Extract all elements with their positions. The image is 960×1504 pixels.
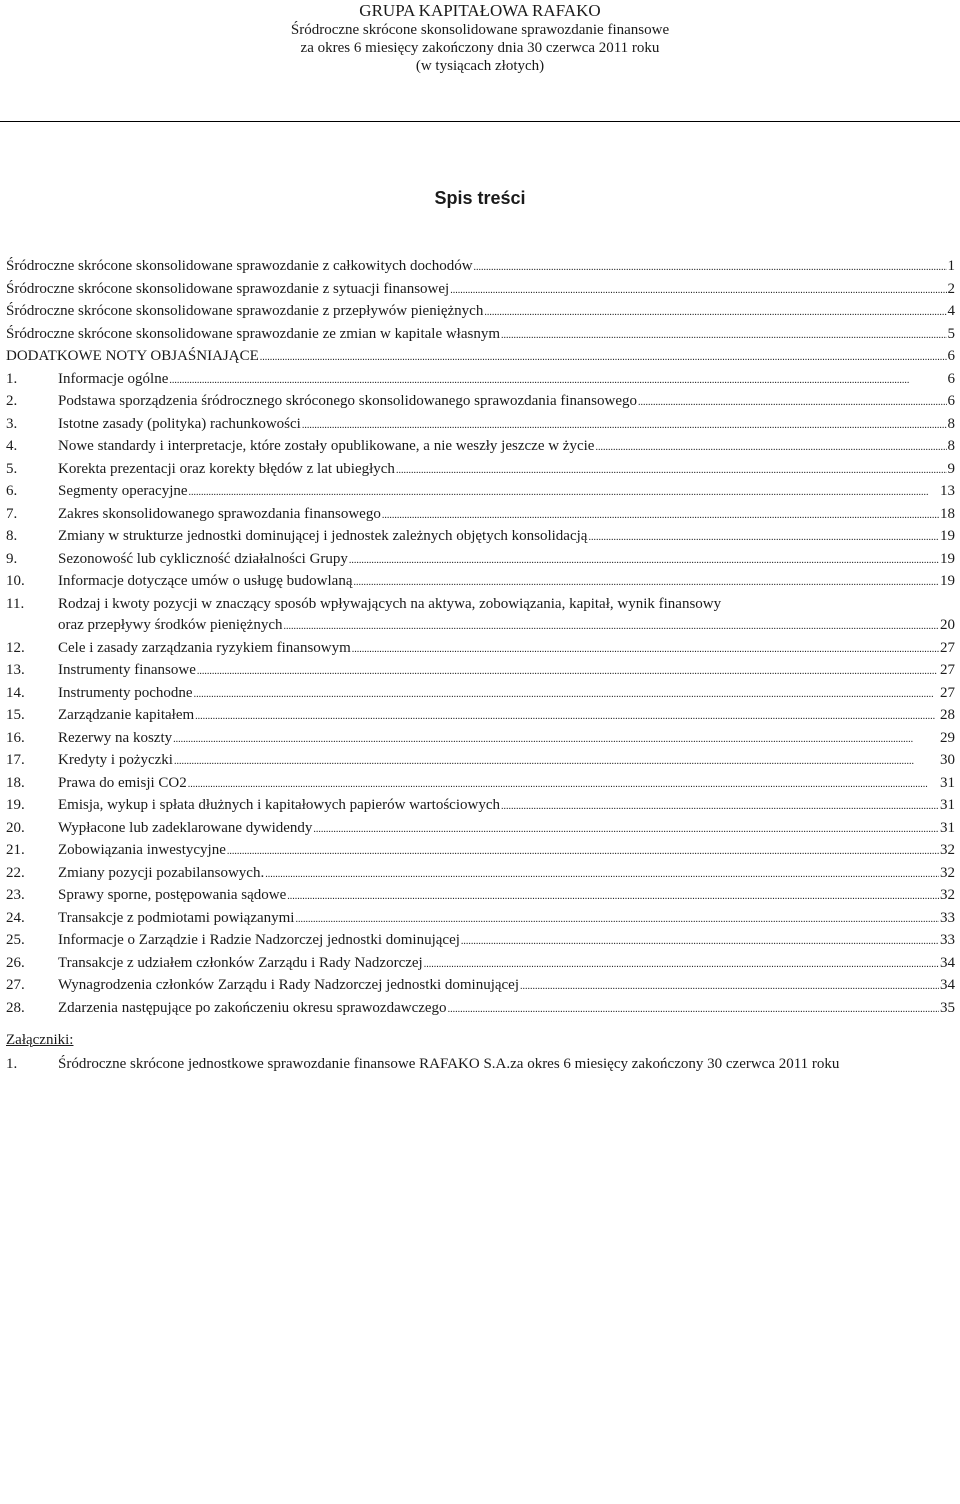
dot-leader <box>352 638 939 661</box>
toc-entry-title: Informacje o Zarządzie i Radzie Nadzorczej jednostki dominującej <box>58 932 460 948</box>
toc-entry-page: 31 <box>940 819 955 836</box>
toc-entry-page: 5 <box>947 325 955 342</box>
toc-entry[interactable] <box>6 683 955 706</box>
toc-entry-body <box>58 750 955 773</box>
toc-entry-title: Instrumenty pochodne <box>58 684 193 701</box>
toc-entry-page: 32 <box>940 842 955 858</box>
toc-entry-page: 19 <box>940 528 955 544</box>
toc-entry[interactable] <box>6 369 955 392</box>
toc-entry-title: Zdarzenia następujące po zakończeniu okresu sprawozdawczego <box>58 999 447 1016</box>
toc-entry-number: 14. <box>6 684 25 701</box>
toc-entry[interactable] <box>6 728 955 751</box>
toc-entry-page: 19 <box>940 573 955 589</box>
toc-entry-body <box>58 728 955 751</box>
toc-entry[interactable] <box>6 391 955 414</box>
toc-entry-page: 34 <box>940 954 955 971</box>
toc-entry-number: 3. <box>6 415 18 432</box>
toc-entry-body <box>58 571 955 594</box>
toc-entry-title: Transakcje z podmiotami powiązanymi <box>58 909 295 926</box>
toc-entry-body <box>58 953 955 976</box>
toc-entry-number: 20. <box>6 819 25 836</box>
toc-entry-title: Wypłacone lub zadeklarowane dywidendy <box>58 819 313 836</box>
report-period: za okres 6 miesięcy zakończony dnia 30 czerwca 2011 roku <box>300 40 660 56</box>
toc-entry-page: 6 <box>947 348 955 364</box>
toc-entry-number: 18. <box>6 774 25 791</box>
dot-leader <box>382 504 939 527</box>
dot-leader <box>349 549 939 572</box>
toc-entry-number: 28. <box>6 999 25 1016</box>
dot-leader <box>188 773 939 796</box>
toc-entry-page: 29 <box>940 729 955 746</box>
toc-entry-body <box>58 414 955 437</box>
toc-entry-number: 2. <box>6 393 18 409</box>
dot-leader <box>501 795 939 818</box>
toc-entry-number: 24. <box>6 909 25 926</box>
toc-entry-title: Zarządzanie kapitałem <box>58 707 195 723</box>
toc-entry-title: Prawa do emisji CO2 <box>58 774 187 791</box>
table-of-contents <box>6 256 955 1020</box>
toc-entry-title: Kredyty i pożyczki <box>58 752 173 768</box>
toc-entry-page: 13 <box>940 483 955 499</box>
toc-entry-number: 9. <box>6 550 18 567</box>
dot-leader <box>520 975 939 998</box>
dot-leader <box>450 279 946 302</box>
toc-entry-page: 30 <box>940 752 955 768</box>
toc-entry[interactable] <box>6 953 955 976</box>
toc-entry-page: 27 <box>940 662 955 678</box>
toc-entry-title: Zakres skonsolidowanego sprawozdania finansowego <box>58 505 381 522</box>
toc-entry[interactable] <box>6 795 955 818</box>
toc-entry-body <box>6 301 955 324</box>
toc-entry-body <box>58 436 955 459</box>
toc-entry-body <box>6 279 955 302</box>
dot-leader <box>174 750 939 773</box>
toc-entry-page: 19 <box>940 550 955 567</box>
toc-entry-number: 26. <box>6 954 25 971</box>
toc-entry[interactable] <box>6 414 955 437</box>
toc-entry-title: Rezerwy na koszty <box>58 729 173 746</box>
toc-entry-body <box>58 930 955 953</box>
dot-leader <box>474 256 947 279</box>
dot-leader <box>169 369 946 392</box>
toc-entry[interactable] <box>6 279 955 302</box>
toc-entry[interactable] <box>6 549 955 572</box>
dot-leader <box>287 885 939 908</box>
toc-entry-page: 32 <box>940 864 955 881</box>
toc-entry-page: 33 <box>940 909 955 926</box>
toc-entry-title: Śródroczne skrócone skonsolidowane sprawozdanie z sytuacji finansowej <box>6 280 450 297</box>
toc-entry-page: 27 <box>940 684 955 701</box>
toc-entry-number: 23. <box>6 887 25 903</box>
toc-entry-title: Korekta prezentacji oraz korekty błędów z lat ubiegłych <box>58 460 395 477</box>
toc-entry-page: 27 <box>940 639 955 656</box>
toc-entry-title: Transakcje z udziałem członków Zarządu i Rady Nadzorczej <box>58 954 423 971</box>
dot-leader <box>295 908 939 931</box>
toc-entry-body <box>58 504 955 527</box>
toc-entry[interactable] <box>6 773 955 796</box>
dot-leader <box>396 459 947 482</box>
report-title: Śródroczne skrócone skonsolidowane sprawozdanie finansowe <box>290 22 670 38</box>
toc-entry[interactable] <box>6 459 955 482</box>
toc-entry-number: 4. <box>6 438 18 454</box>
company-name: GRUPA KAPITAŁOWA RAFAKO <box>359 1 601 20</box>
toc-entry[interactable] <box>6 998 955 1021</box>
toc-entry-title: Informacje dotyczące umów o usługę budowlaną <box>58 573 353 589</box>
toc-entry-page: 6 <box>947 370 955 387</box>
dot-leader <box>189 481 939 504</box>
attachment-number: 1. <box>6 1055 18 1072</box>
toc-entry-number: 17. <box>6 752 25 768</box>
toc-entry[interactable] <box>6 324 955 347</box>
toc-entry-page: 8 <box>947 415 955 432</box>
toc-entry-body <box>58 818 955 841</box>
toc-entry-title: Segmenty operacyjne <box>58 483 188 499</box>
attachments-section <box>6 1030 955 1075</box>
toc-entry-page: 31 <box>940 774 955 791</box>
toc-entry-title: Nowe standardy i interpretacje, które zostały opublikowane, a nie weszły jeszcze w życie <box>58 438 595 454</box>
toc-entry[interactable] <box>6 526 955 549</box>
toc-entry-body <box>58 975 955 998</box>
toc-entry-page: 18 <box>940 505 955 522</box>
toc-entry-title: Instrumenty finansowe <box>58 662 196 678</box>
toc-entry[interactable] <box>6 571 955 594</box>
toc-entry-title: Śródroczne skrócone skonsolidowane sprawozdanie z całkowitych dochodów <box>6 258 473 274</box>
toc-entry[interactable] <box>6 436 955 459</box>
toc-entry-body <box>58 526 955 549</box>
toc-entry-title: Zmiany w strukturze jednostki dominującej i jednostek zależnych objętych konsolidacją <box>58 528 588 544</box>
dot-leader <box>173 728 939 751</box>
toc-entry-number: 19. <box>6 797 25 813</box>
toc-entry-page: 1 <box>947 258 955 274</box>
toc-entry-body <box>58 705 955 728</box>
toc-entry-number: 12. <box>6 639 25 656</box>
toc-entry-number: 7. <box>6 505 18 522</box>
toc-entry[interactable] <box>6 638 955 661</box>
dot-leader <box>194 683 939 706</box>
toc-entry-page: 2 <box>947 280 955 297</box>
dot-leader <box>424 953 939 976</box>
toc-entry-body <box>6 256 955 279</box>
toc-entry-title: Zmiany pozycji pozabilansowych. <box>58 864 265 881</box>
toc-entry[interactable] <box>6 504 955 527</box>
toc-entry-number: 21. <box>6 842 25 858</box>
toc-entry-title: Rodzaj i kwoty pozycji w znaczący sposób wpływających na aktywa, zobowiązania, kapitał, wynik finansowy <box>58 595 722 612</box>
dot-leader <box>588 526 939 549</box>
dot-leader <box>284 615 939 638</box>
toc-entry-body <box>58 638 955 661</box>
toc-entry-number: 16. <box>6 729 25 746</box>
toc-entry-number: 11. <box>6 595 25 612</box>
toc-entry[interactable] <box>6 930 955 953</box>
toc-entry-number: 22. <box>6 864 25 881</box>
toc-entry-title: Śródroczne skrócone skonsolidowane sprawozdanie ze zmian w kapitale własnym <box>6 325 501 342</box>
toc-entry-body <box>58 481 955 504</box>
toc-entry-body <box>58 863 955 886</box>
toc-entry-number: 27. <box>6 977 25 993</box>
toc-entry-page: 33 <box>940 932 955 948</box>
toc-entry-page: 20 <box>940 617 955 633</box>
toc-entry-body <box>58 885 955 908</box>
toc-entry-number: 5. <box>6 460 18 477</box>
toc-entry-title: Wynagrodzenia członków Zarządu i Rady Nadzorczej jednostki dominującej <box>58 977 520 993</box>
toc-entry-title: Cele i zasady zarządzania ryzykiem finansowym <box>58 639 351 656</box>
toc-entry[interactable] <box>6 301 955 324</box>
toc-entry-number: 6. <box>6 483 18 499</box>
toc-title: Spis treści <box>434 188 526 208</box>
toc-entry[interactable] <box>6 346 955 369</box>
toc-entry-page: 6 <box>947 393 955 409</box>
toc-entry-page: 35 <box>940 999 955 1016</box>
dot-leader <box>195 705 939 728</box>
toc-entry-body <box>58 391 955 414</box>
header-divider <box>0 121 960 122</box>
attachments-heading: Załączniki: <box>6 1032 74 1048</box>
dot-leader <box>448 998 939 1021</box>
toc-entry-title: Istotne zasady (polityka) rachunkowości <box>58 415 301 432</box>
toc-entry[interactable] <box>6 660 955 683</box>
toc-entry[interactable] <box>6 863 955 886</box>
toc-entry[interactable] <box>6 840 955 863</box>
toc-entry-title: Śródroczne skrócone skonsolidowane sprawozdanie z przepływów pieniężnych <box>6 303 484 319</box>
toc-entry-number: 10. <box>6 573 25 589</box>
toc-entry-body <box>58 594 955 638</box>
toc-entry-body <box>6 324 955 347</box>
toc-entry-page: 4 <box>947 303 955 319</box>
toc-entry-page: 8 <box>947 438 955 454</box>
attachment-item[interactable] <box>6 1054 955 1076</box>
dot-leader <box>265 863 939 886</box>
toc-entry-page: 28 <box>940 707 955 723</box>
toc-entry[interactable] <box>6 885 955 908</box>
report-units: (w tysiącach złotych) <box>415 58 545 74</box>
toc-entry-title: Emisja, wykup i spłata dłużnych i kapitałowych papierów wartościowych <box>58 797 500 813</box>
dot-leader <box>197 660 939 683</box>
toc-entry-body <box>58 998 955 1021</box>
toc-entry-number: 15. <box>6 707 25 723</box>
toc-entry-title: Zobowiązania inwestycyjne <box>58 842 226 858</box>
toc-entry[interactable] <box>6 818 955 841</box>
toc-entry-title: oraz przepływy środków pieniężnych <box>58 617 283 633</box>
toc-entry-number: 25. <box>6 932 25 948</box>
dot-leader <box>461 930 939 953</box>
toc-entry-body <box>58 683 955 706</box>
toc-entry-body <box>58 459 955 482</box>
toc-entry-page: 9 <box>947 460 955 477</box>
dot-leader <box>313 818 939 841</box>
toc-entry-page: 32 <box>940 887 955 903</box>
toc-entry-body <box>58 549 955 572</box>
dot-leader <box>260 346 947 369</box>
dot-leader <box>484 301 946 324</box>
toc-entry-body <box>6 346 955 369</box>
toc-entry[interactable] <box>6 750 955 773</box>
dot-leader <box>302 414 947 437</box>
toc-entry[interactable] <box>6 975 955 998</box>
dot-leader <box>227 840 939 863</box>
toc-entry-number: 1. <box>6 370 18 387</box>
toc-entry-page: 34 <box>940 977 955 993</box>
toc-entry-title: DODATKOWE NOTY OBJAŚNIAJĄCE <box>6 348 259 364</box>
toc-entry-body <box>58 908 955 931</box>
dot-leader <box>595 436 946 459</box>
toc-entry[interactable] <box>6 256 955 279</box>
dot-leader <box>353 571 939 594</box>
toc-entry[interactable] <box>6 481 955 504</box>
document-header <box>0 0 960 75</box>
toc-entry-title: Sezonowość lub cykliczność działalności Grupy <box>58 550 348 567</box>
toc-entry-body <box>58 773 955 796</box>
toc-entry-page: 31 <box>940 797 955 813</box>
dot-leader <box>501 324 946 347</box>
toc-entry-title: Podstawa sporządzenia śródrocznego skróconego skonsolidowanego sprawozdania finansowego <box>58 393 638 409</box>
toc-entry[interactable] <box>6 705 955 728</box>
attachment-text: Śródroczne skrócone jednostkowe sprawozdanie finansowe RAFAKO S.A.za okres 6 miesięcy zakończony 30 czerwca 2011 roku <box>58 1055 840 1072</box>
toc-entry-title: Sprawy sporne, postępowania sądowe <box>58 887 287 903</box>
toc-entry-body <box>58 660 955 683</box>
toc-entry-number: 13. <box>6 662 25 678</box>
toc-entry-number: 8. <box>6 528 18 544</box>
dot-leader <box>638 391 946 414</box>
toc-entry[interactable] <box>6 908 955 931</box>
toc-entry-title: Informacje ogólne <box>58 370 169 387</box>
toc-entry-body <box>58 369 955 392</box>
toc-entry-body <box>58 840 955 863</box>
toc-entry-body <box>58 795 955 818</box>
toc-entry[interactable] <box>6 594 955 638</box>
